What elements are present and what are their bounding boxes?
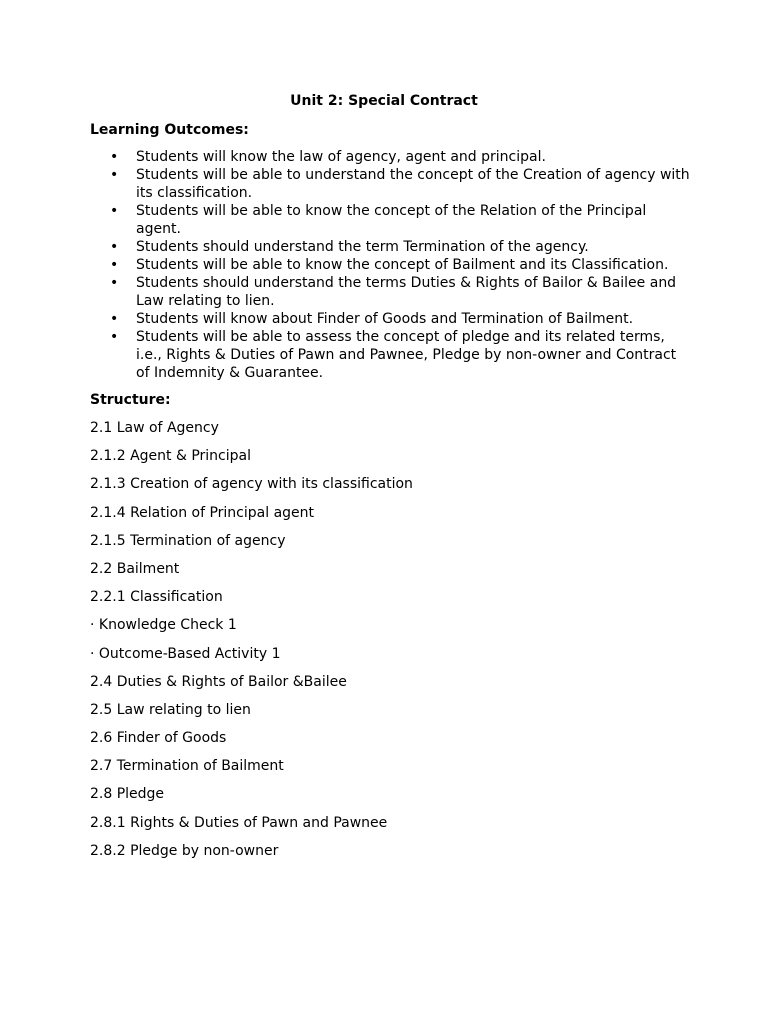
structure-item: 2.4 Duties & Rights of Bailor &Bailee <box>90 673 347 690</box>
structure-item: 2.8.1 Rights & Duties of Pawn and Pawnee <box>90 814 388 831</box>
bullet-icon: • <box>110 203 119 219</box>
bullet-icon: • <box>110 329 119 345</box>
structure-heading: Structure: <box>90 392 171 408</box>
document-title: Unit 2: Special Contract <box>290 93 478 109</box>
structure-item: 2.1.2 Agent & Principal <box>90 448 251 465</box>
list-item <box>90 166 690 202</box>
structure-item: 2.2 Bailment <box>90 560 180 577</box>
bullet-icon: • <box>110 311 119 327</box>
structure-item: 2.8 Pledge <box>90 786 165 803</box>
list-item-text: Students should understand the terms Duties & Rights of Bailor & Bailee and Law relating to lien. <box>136 275 677 309</box>
list-item <box>90 274 690 310</box>
structure-item: 2.6 Finder of Goods <box>90 730 227 747</box>
structure-item: 2.7 Termination of Bailment <box>90 758 284 775</box>
structure-item: 2.2.1 Classification <box>90 589 223 606</box>
structure-item: 2.5 Law relating to lien <box>90 701 251 718</box>
list-item-text: Students will be able to know the concept of the Relation of the Principal agent. <box>136 203 647 237</box>
list-item-text: Students will be able to understand the concept of the Creation of agency with its classification. <box>136 167 690 201</box>
list-item <box>90 148 690 166</box>
list-item <box>90 310 690 328</box>
structure-item: 2.8.2 Pledge by non-owner <box>90 842 279 859</box>
list-item-text: Students will be able to know the concept of Bailment and its Classification. <box>136 257 669 273</box>
list-item-text: Students should understand the term Termination of the agency. <box>136 239 589 255</box>
list-item-text: Students will know about Finder of Goods and Termination of Bailment. <box>136 311 634 327</box>
bullet-icon: • <box>110 167 119 183</box>
bullet-icon: • <box>110 275 119 291</box>
list-item <box>90 328 690 382</box>
list-item-text: Students will be able to assess the concept of pledge and its related terms, i.e., Rights & Duties of Pawn and Pawnee, Pledge by non-owner and Contract of Indemnity & Guarantee. <box>136 329 677 381</box>
learning-outcomes-list <box>90 148 690 382</box>
structure-item: 2.1.4 Relation of Principal agent <box>90 504 315 521</box>
bullet-icon: • <box>110 239 119 255</box>
structure-item: 2.1.3 Creation of agency with its classification <box>90 476 413 493</box>
structure-item: · Outcome-Based Activity 1 <box>90 645 281 662</box>
bullet-icon: • <box>110 149 119 165</box>
learning-outcomes-heading: Learning Outcomes: <box>90 122 249 138</box>
structure-item: 2.1.5 Termination of agency <box>90 532 286 549</box>
structure-item: · Knowledge Check 1 <box>90 617 237 634</box>
list-item <box>90 202 690 238</box>
bullet-icon: • <box>110 257 119 273</box>
list-item <box>90 238 690 256</box>
list-item-text: Students will know the law of agency, agent and principal. <box>136 149 546 165</box>
structure-list <box>90 418 690 869</box>
structure-item: 2.1 Law of Agency <box>90 420 219 436</box>
list-item <box>90 256 690 274</box>
